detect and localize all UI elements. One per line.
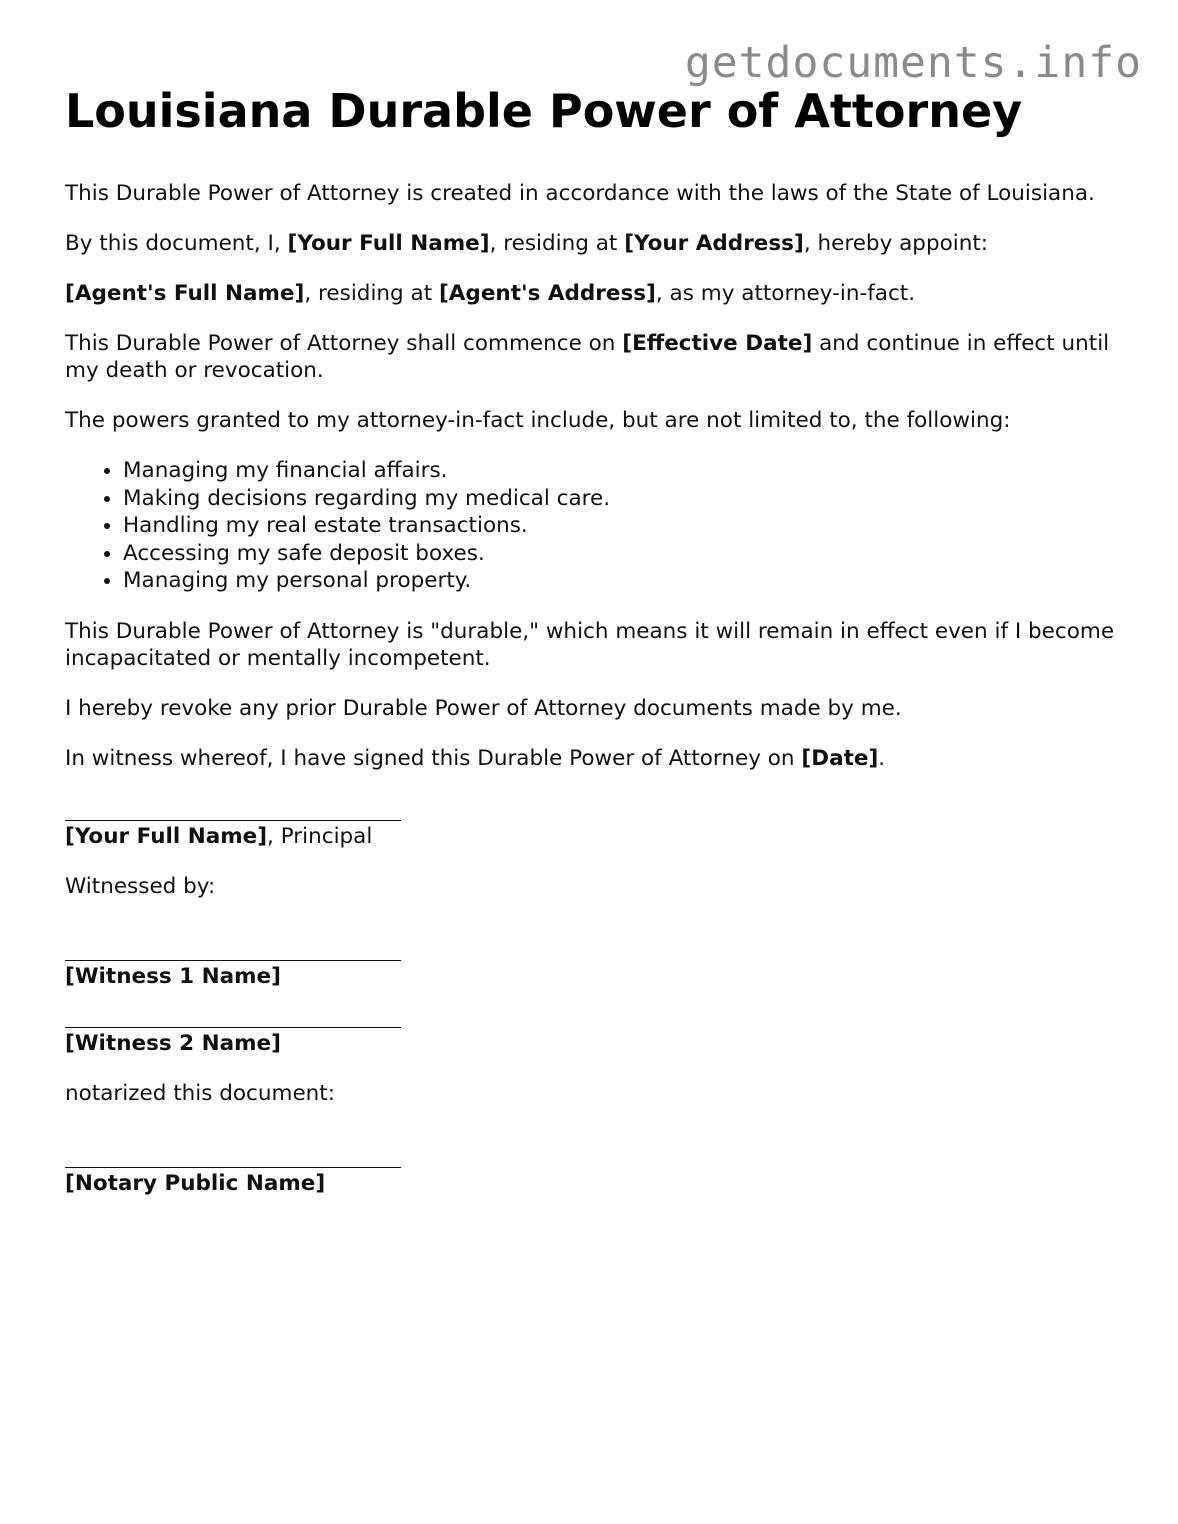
document-page xyxy=(65,80,1125,1220)
intro-paragraph: This Durable Power of Attorney is created in accordance with the laws of the State of Louisiana. xyxy=(65,181,1095,206)
notary-label: [Notary Public Name] xyxy=(65,1170,326,1196)
powers-list xyxy=(65,457,1125,595)
witness2-label: [Witness 2 Name] xyxy=(65,1030,281,1056)
commence-paragraph: This Durable Power of Attorney shall commence on [Effective Date] and continue in effect until my death or revocation. xyxy=(65,331,1110,383)
signature-line xyxy=(65,960,401,961)
agent-paragraph: [Agent's Full Name], residing at [Agent's Address], as my attorney-in-fact. xyxy=(65,281,916,306)
witness1-label: [Witness 1 Name] xyxy=(65,963,281,989)
document-title: Louisiana Durable Power of Attorney xyxy=(65,84,1023,138)
principal-signature xyxy=(65,820,1125,850)
durable-paragraph: This Durable Power of Attorney is "durable," which means it will remain in effect even if I become incapacitated or mentally incompetent. xyxy=(65,618,1115,671)
effective-date-placeholder: [Effective Date] xyxy=(622,331,813,356)
date-placeholder: [Date] xyxy=(801,745,879,771)
your-address-placeholder: [Your Address] xyxy=(624,231,804,256)
revoke-paragraph: I hereby revoke any prior Durable Power of Attorney documents made by me. xyxy=(65,695,902,721)
notarized-label: notarized this document: xyxy=(65,1080,335,1106)
list-item: • Handling my real estate transactions. xyxy=(123,512,1125,540)
signature-line xyxy=(65,1027,401,1028)
principal-label: [Your Full Name], Principal xyxy=(65,823,373,849)
signature-line xyxy=(65,820,401,821)
witnessed-by-label: Witnessed by: xyxy=(65,873,216,899)
agent-name-placeholder: [Agent's Full Name] xyxy=(65,281,305,306)
witness2-signature xyxy=(65,1027,1125,1057)
witness-clause: In witness whereof, I have signed this Durable Power of Attorney on [Date]. xyxy=(65,745,886,771)
powers-intro: The powers granted to my attorney-in-fact include, but are not limited to, the following: xyxy=(65,408,1011,433)
list-item: • Managing my personal property. xyxy=(123,567,1125,595)
notary-signature xyxy=(65,1167,1125,1197)
list-item: • Managing my financial affairs. xyxy=(123,457,1125,485)
agent-address-placeholder: [Agent's Address] xyxy=(438,281,656,306)
witness1-signature xyxy=(65,960,1125,990)
list-item: • Accessing my safe deposit boxes. xyxy=(123,540,1125,568)
list-item: • Making decisions regarding my medical care. xyxy=(123,485,1125,513)
signature-line xyxy=(65,1167,401,1168)
appoint-paragraph: By this document, I, [Your Full Name], residing at [Your Address], hereby appoint: xyxy=(65,231,989,256)
watermark: getdocuments.info xyxy=(684,38,1142,88)
your-name-placeholder: [Your Full Name] xyxy=(287,231,490,256)
